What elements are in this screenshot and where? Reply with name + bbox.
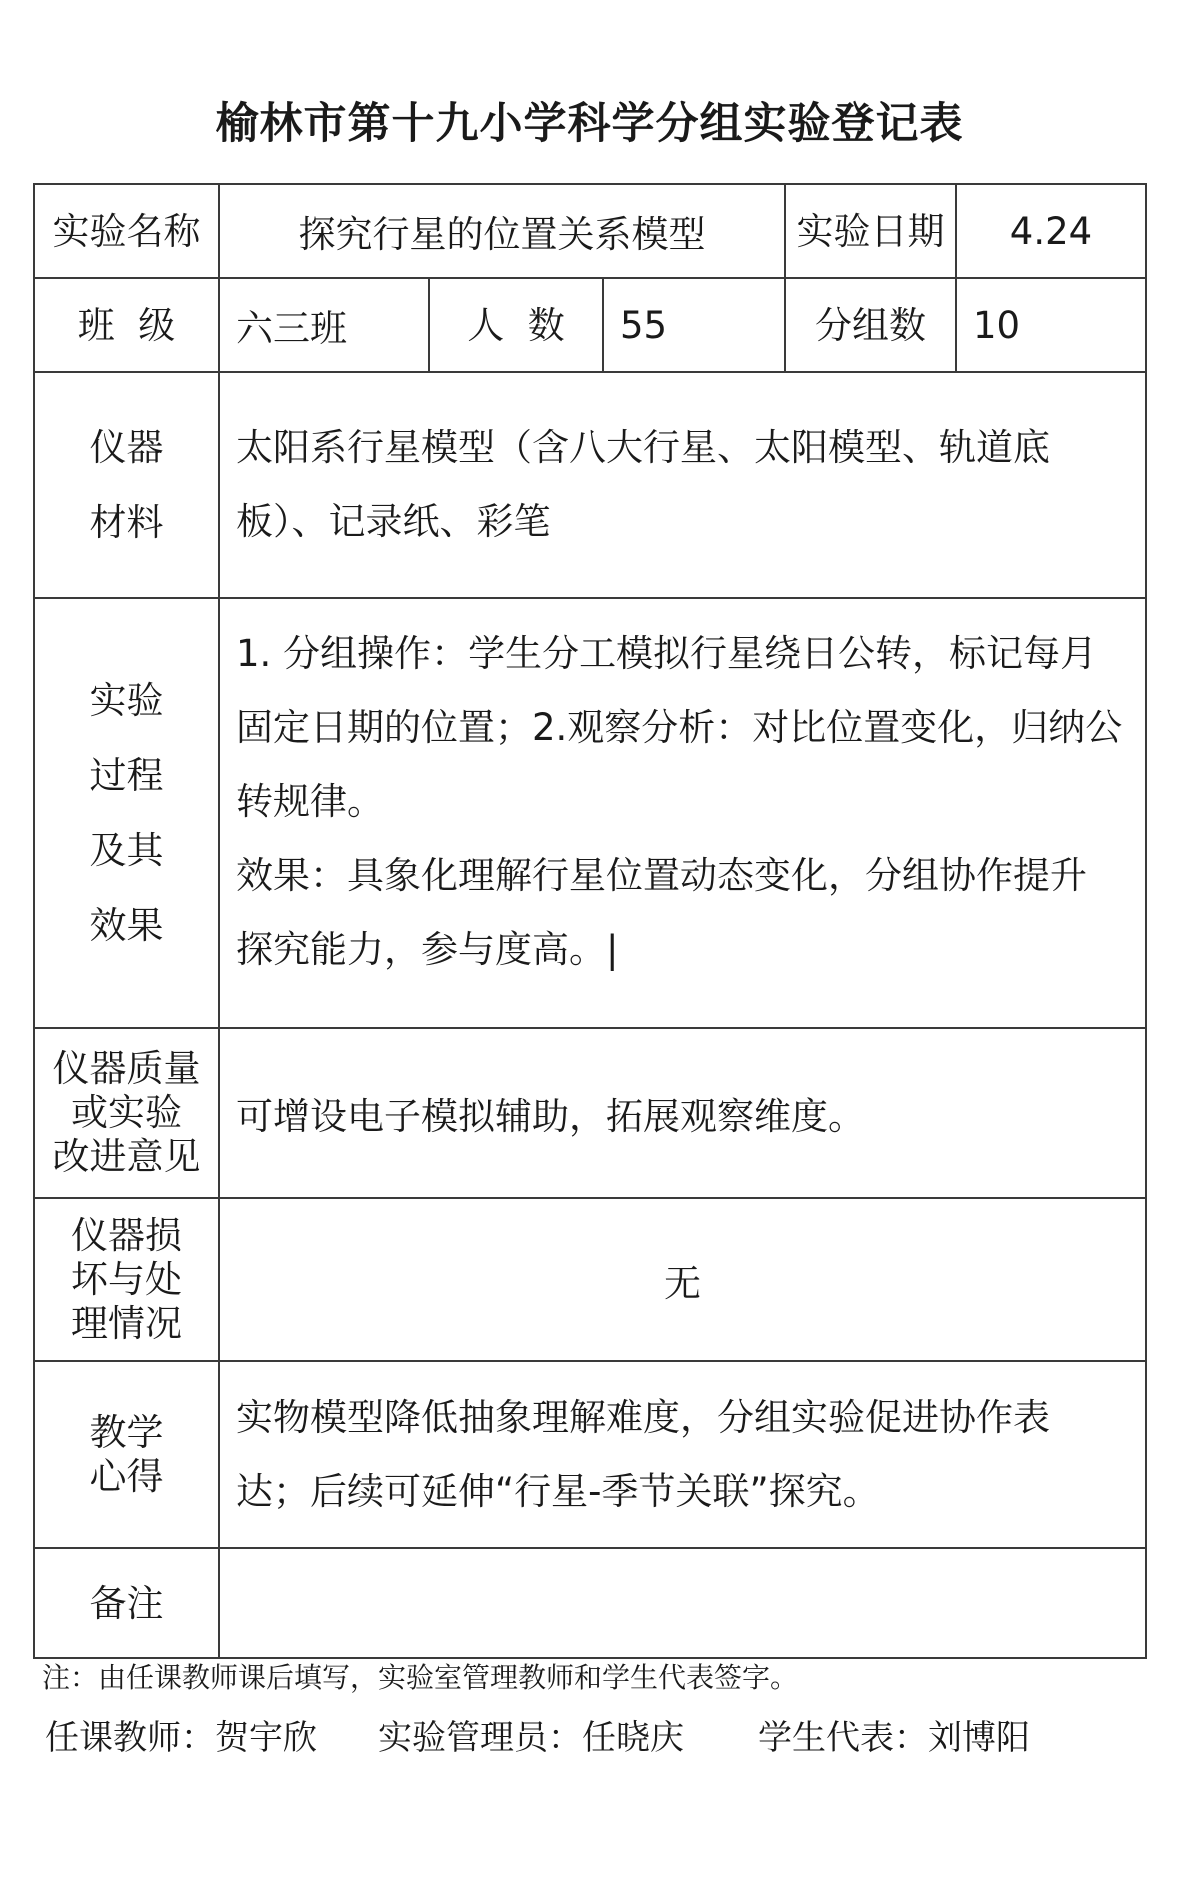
class-label-text: 班 级 [77,303,176,347]
process-line: 1. 分组操作：学生分工模拟行星绕日公转，标记每月 [236,632,1098,675]
improvement-value: 可增设电子模拟辅助，拓展观察维度。 [236,1095,865,1138]
reflection-line: 达；后续可延伸“行星-季节关联”探究。 [236,1469,880,1513]
process-label-line: 及其 [89,829,164,872]
people-count-label [430,279,602,371]
materials-line: 太阳系行星模型（含八大行星、太阳模型、轨道底 [236,426,1050,469]
materials-value [220,373,1145,597]
materials-label [35,373,218,597]
remarks-value [220,1549,1145,1657]
process-label-line: 过程 [89,754,164,797]
experiment-date-label: 实验日期 [796,209,945,253]
damage-label [35,1199,218,1360]
damage-value: 无 [664,1261,701,1305]
experiment-date-value: 4.24 [1009,209,1093,253]
experiment-name-label: 实验名称 [52,209,201,253]
reflection-value [220,1362,1145,1547]
footnote: 注：由任课教师课后填写，实验室管理教师和学生代表签字。 [42,1661,799,1694]
reflection-label-line: 教学 [89,1410,164,1454]
process-label-line: 效果 [89,904,164,947]
improvement-label-line: 改进意见 [52,1135,201,1178]
group-count-value: 10 [973,303,1021,347]
class-value: 六三班 [236,307,347,350]
student-signature: 学生代表：刘博阳 [758,1718,1030,1758]
form-title: 榆林市第十九小学科学分组实验登记表 [215,99,964,149]
group-count-label: 分组数 [815,303,926,347]
process-label [35,599,218,1027]
process-line: 探究能力，参与度高。| [236,928,619,971]
materials-label-line: 仪器 [89,426,164,469]
admin-signature: 实验管理员：任晓庆 [378,1718,684,1758]
reflection-line: 实物模型降低抽象理解难度，分组实验促进协作表 [236,1395,1050,1439]
process-line: 效果：具象化理解行星位置动态变化，分组协作提升 [236,854,1087,897]
damage-label-line: 坏与处 [71,1257,182,1301]
process-value [220,599,1145,1027]
teacher-signature: 任课教师：贺宇欣 [45,1718,317,1758]
reflection-label [35,1362,218,1547]
table-border-right [1145,183,1147,1659]
improvement-label [35,1029,218,1197]
class-label [35,279,218,371]
people-count-value: 55 [620,303,668,347]
materials-line: 板）、记录纸、彩笔 [236,500,551,543]
process-label-line: 实验 [89,679,164,722]
reflection-label-line: 心得 [89,1454,164,1498]
experiment-name-value: 探究行星的位置关系模型 [298,213,706,256]
process-line: 固定日期的位置；2.观察分析：对比位置变化，归纳公 [236,706,1123,749]
people-count-label-text: 人 数 [467,303,565,347]
damage-label-line: 理情况 [71,1301,182,1345]
remarks-label: 备注 [89,1581,164,1625]
improvement-label-line: 或实验 [71,1091,182,1134]
process-line: 转规律。 [236,780,384,823]
damage-label-line: 仪器损 [71,1213,182,1257]
materials-label-line: 材料 [89,501,164,544]
improvement-label-line: 仪器质量 [52,1047,201,1090]
